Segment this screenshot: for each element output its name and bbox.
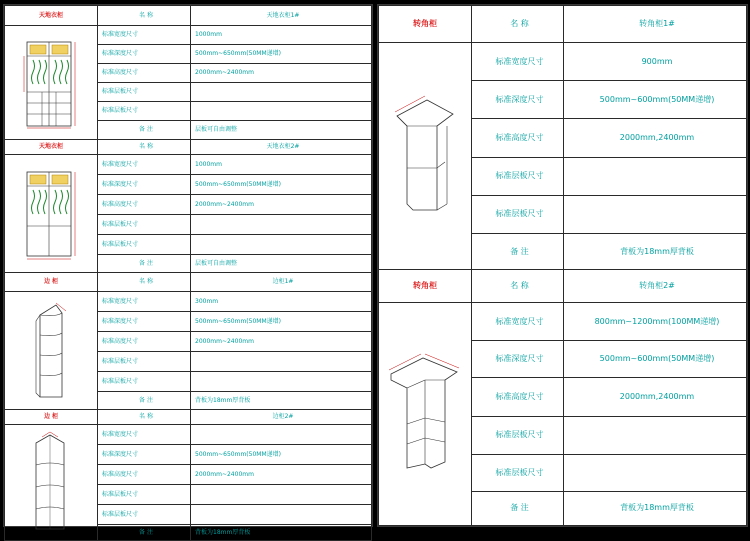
model-name: 转角柜2# [564,270,747,303]
spec-label: 标准宽度尺寸 [98,155,191,175]
spec-label: 标准层板尺寸 [98,235,191,255]
spec-label: 标准高度尺寸 [98,195,191,215]
spec-label: 标准层板尺寸 [472,416,564,454]
wardrobe-drawing [21,36,81,130]
spec-value [564,416,747,454]
section-title: 天地衣柜 [5,140,98,155]
corner-cabinet-drawing [387,86,463,226]
wardrobe-drawing [21,166,81,262]
spec-label: 标准高度尺寸 [472,119,564,157]
side-cabinet-drawing-cell [5,292,98,410]
name-label: 名 称 [98,6,191,26]
spec-row [379,43,747,81]
spec-value: 2000mm~2400mm [191,465,372,485]
spec-value: 500mm~650mm(50MM递增) [191,445,372,465]
name-label: 名 称 [98,410,191,425]
remark-value: 背板为18mm厚背板 [191,525,372,541]
spec-label: 标准层板尺寸 [98,352,191,372]
remark-label: 备 注 [472,234,564,270]
section-header-row [5,6,372,26]
model-name: 天地衣柜2# [191,140,372,155]
spec-value [191,485,372,505]
spec-value: 800mm~1200mm(100MM递增) [564,303,747,341]
name-label: 名 称 [98,140,191,155]
name-label: 名 称 [472,270,564,303]
remark-value: 背板为18mm厚背板 [191,392,372,410]
spec-value [191,425,372,445]
spec-label: 标准高度尺寸 [472,378,564,416]
spec-value [191,83,372,102]
spec-label: 标准高度尺寸 [98,332,191,352]
spec-label: 标准层板尺寸 [98,83,191,102]
spec-value: 2000mm,2400mm [564,119,747,157]
remark-label: 备 注 [472,491,564,525]
spec-value: 300mm [191,292,372,312]
spec-label: 标准宽度尺寸 [98,26,191,45]
remark-label: 备 注 [98,392,191,410]
spec-label: 标准高度尺寸 [98,64,191,83]
section-title: 边 柜 [5,273,98,292]
name-label: 名 称 [98,273,191,292]
spec-label: 标准层板尺寸 [98,215,191,235]
section-header-row [379,6,747,43]
spec-value [564,157,747,195]
spec-value: 500mm~650mm(50MM递增) [191,312,372,332]
remark-value: 背板为18mm厚背板 [564,234,747,270]
section-title: 转角柜 [379,270,472,303]
spec-row [379,303,747,341]
section-header-row [5,410,372,425]
spec-value [191,372,372,392]
spec-label: 标准宽度尺寸 [472,43,564,81]
spec-value [191,505,372,525]
side-cabinet-drawing [26,299,76,403]
model-name: 转角柜1# [564,6,747,43]
side-cabinet-drawing-cell [5,425,98,541]
spec-label: 标准层板尺寸 [98,505,191,525]
spec-value: 2000mm~2400mm [191,332,372,352]
spec-value: 900mm [564,43,747,81]
spec-label: 标准宽度尺寸 [472,303,564,341]
spec-value: 2000mm,2400mm [564,378,747,416]
right-sheet [377,4,748,527]
wardrobe-drawing-cell [5,26,98,140]
spec-row [5,425,372,445]
wardrobe-drawing-cell [5,155,98,273]
section-title: 天地衣柜 [5,6,98,26]
spec-label: 标准深度尺寸 [98,312,191,332]
spec-value [191,235,372,255]
remark-label: 备 注 [98,255,191,273]
spec-row [5,292,372,312]
left-sheet [3,4,373,536]
spec-label: 标准高度尺寸 [98,465,191,485]
spec-value: 1000mm [191,155,372,175]
spec-value [191,352,372,372]
remark-label: 备 注 [98,121,191,140]
spec-label: 标准深度尺寸 [98,445,191,465]
section-header-row [379,270,747,303]
spec-row [5,155,372,175]
section-title: 转角柜 [379,6,472,43]
spec-label: 标准层板尺寸 [98,372,191,392]
spec-label: 标准宽度尺寸 [98,425,191,445]
spec-row [5,26,372,45]
model-name: 天地衣柜1# [191,6,372,26]
spec-value: 2000mm~2400mm [191,195,372,215]
spec-value: 500mm~650mm(50MM递增) [191,175,372,195]
remark-value: 背板为18mm厚背板 [564,491,747,525]
right-spec-table [378,5,747,526]
remark-value: 层板可自由调整 [191,121,372,140]
corner-cabinet-drawing [385,344,465,484]
section-title: 边 柜 [5,410,98,425]
spec-label: 标准深度尺寸 [98,175,191,195]
side-cabinet-drawing [26,431,76,535]
spec-value: 2000mm~2400mm [191,64,372,83]
spec-value [191,102,372,121]
spec-label: 标准宽度尺寸 [98,292,191,312]
corner-cabinet-drawing-cell [379,43,472,270]
section-header-row [5,273,372,292]
spec-label: 标准深度尺寸 [98,45,191,64]
spec-value [564,195,747,233]
spec-value: 500mm~650mm(50MM递增) [191,45,372,64]
spec-value: 1000mm [191,26,372,45]
model-name: 边柜1# [191,273,372,292]
spec-value [564,454,747,491]
name-label: 名 称 [472,6,564,43]
remark-label: 备 注 [98,525,191,541]
left-spec-table [4,5,372,541]
section-header-row [5,140,372,155]
spec-label: 标准层板尺寸 [472,157,564,195]
spec-label: 标准深度尺寸 [472,81,564,119]
spec-label: 标准深度尺寸 [472,341,564,378]
spec-value: 500mm~600mm(50MM递增) [564,341,747,378]
spec-label: 标准层板尺寸 [98,485,191,505]
spec-label: 标准层板尺寸 [472,454,564,491]
spec-value [191,215,372,235]
remark-value: 层板可自由调整 [191,255,372,273]
spec-label: 标准层板尺寸 [98,102,191,121]
model-name: 边柜2# [191,410,372,425]
spec-label: 标准层板尺寸 [472,195,564,233]
spec-value: 500mm~600mm(50MM递增) [564,81,747,119]
corner-cabinet-drawing-cell [379,303,472,526]
